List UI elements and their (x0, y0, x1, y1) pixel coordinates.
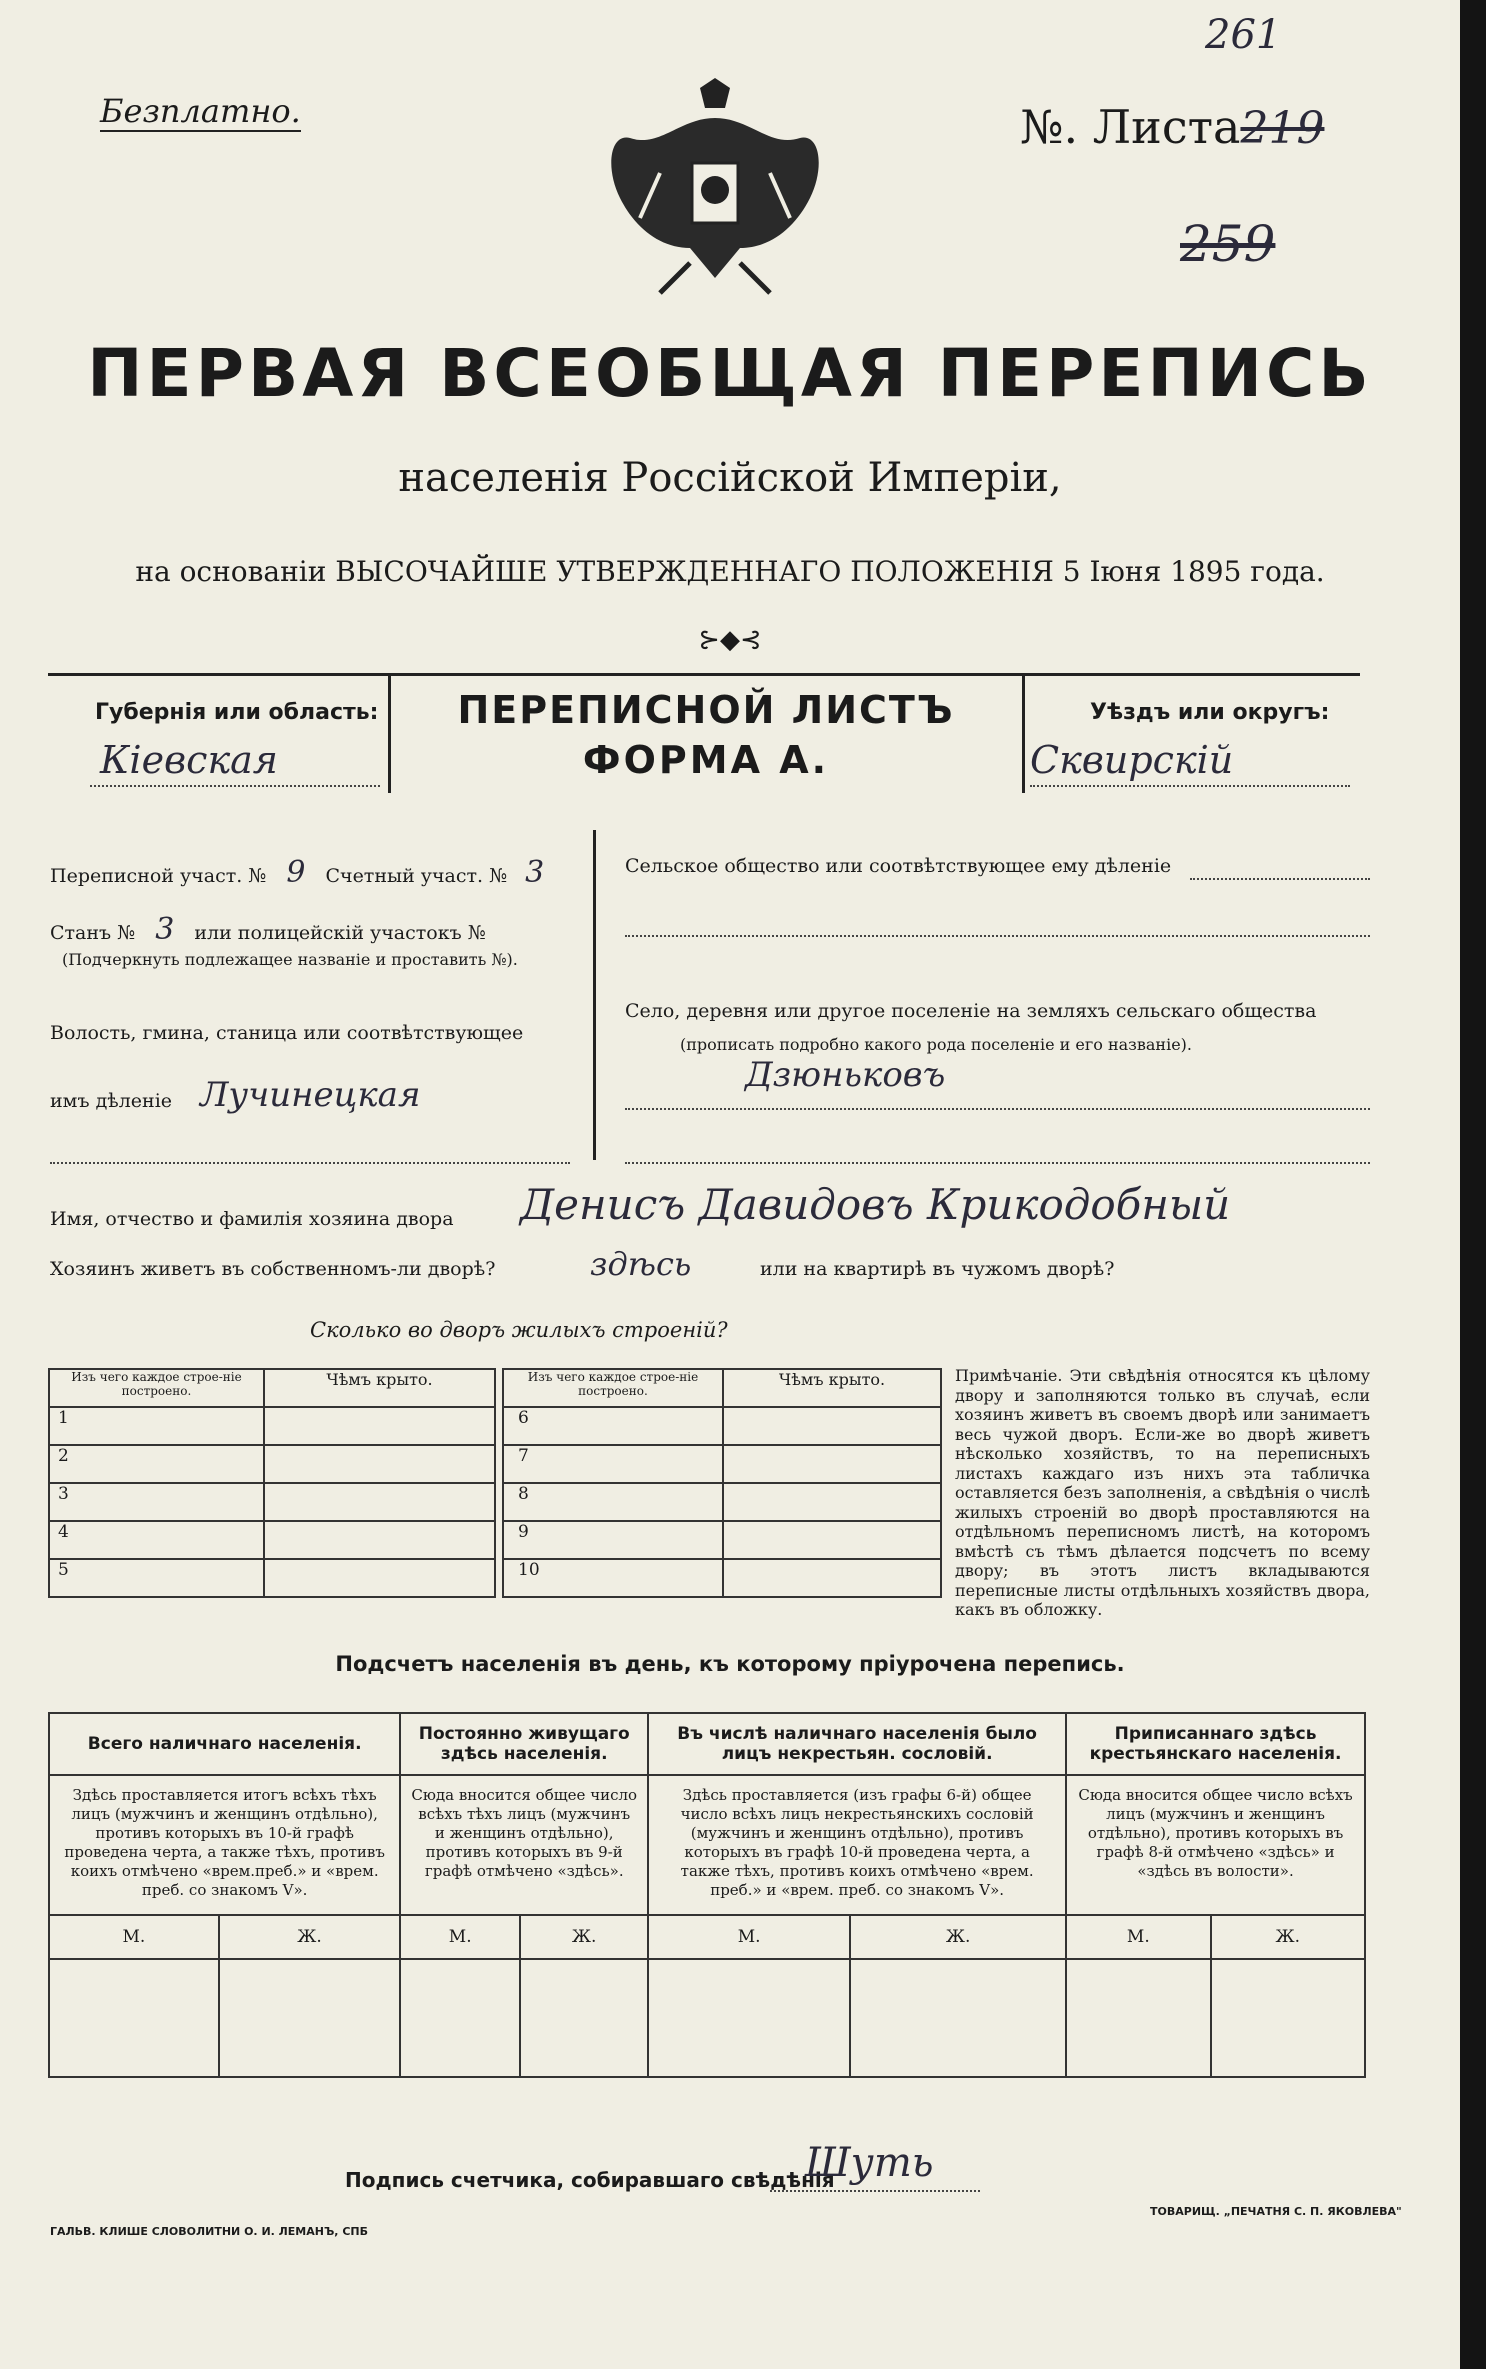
sheet-number (1020, 100, 1324, 154)
buildings-table-left (48, 1368, 496, 1598)
buildings-col-what: Изъ чего каждое строе-ніе построено. (503, 1369, 723, 1407)
footer-printer-right: ТОВАРИЩ. „ПЕЧАТНЯ С. П. ЯКОВЛЕВА" (1150, 2205, 1402, 2218)
buildings-question: Сколько во дворъ жилыхъ строеній? (310, 1318, 728, 1342)
village-value: Дзюньковъ (745, 1055, 946, 1095)
stan-label: Станъ № (50, 922, 136, 944)
signature-label: Подпись счетчика, собиравшаго свѣдѣнія (345, 2168, 835, 2192)
gubernia-value: Кіевская (100, 738, 278, 782)
village-label: Село, деревня или другое поселеніе на земляхъ сельскаго общества (625, 1000, 1317, 1022)
building-row-number: 7 (503, 1445, 723, 1483)
police-label: или полицейскій участокъ № (194, 922, 486, 944)
uchast-label: Переписной участ. № (50, 865, 267, 887)
building-row-roof (264, 1559, 495, 1597)
building-row-number: 5 (49, 1559, 264, 1597)
fields-divider (593, 830, 596, 1160)
owner-rent-label: или на квартирѣ въ чужомъ дворѣ? (760, 1258, 1115, 1280)
signature-value: Шуть (805, 2140, 934, 2186)
building-row-number: 2 (49, 1445, 264, 1483)
count-zh-header: Ж. (1211, 1915, 1365, 1959)
scan-edge (1460, 0, 1486, 2369)
society-line-2 (625, 935, 1370, 937)
buildings-table-right (502, 1368, 942, 1598)
footer-printer-left: ГАЛЬВ. КЛИШЕ СЛОВОЛИТНИ О. И. ЛЕМАНЪ, СПБ (50, 2225, 368, 2238)
count-desc-non-peasant: Здѣсь проставляется (изъ графы 6-й) общее число всѣхъ лицъ некрестьянскихъ сословій (мужчинъ и женщинъ отдѣльно), противъ которыхъ въ графѣ 10-й проведена черта, а также тѣхъ, противъ коихъ отмѣчено «врем. преб.» и «врем. преб. со знакомъ V». (648, 1775, 1066, 1915)
building-row-roof (723, 1407, 941, 1445)
sheet-number-new: 259 (1180, 215, 1276, 273)
free-label: Безплатно. (100, 92, 301, 130)
uchast-value: 9 (286, 855, 306, 890)
buildings-col-what: Изъ чего каждое строе-ніе построено. (49, 1369, 264, 1407)
stan-value: 3 (155, 912, 175, 947)
count-cell (520, 1959, 648, 2077)
underline-note: (Подчеркнуть подлежащее названіе и проставить №). (62, 950, 518, 969)
uezd-value: Сквирскій (1030, 738, 1234, 782)
sheet-number-label: №. Листа (1020, 100, 1241, 154)
count-zh-header: Ж. (850, 1915, 1066, 1959)
uezd-label: Уѣздъ или округъ: (1090, 700, 1330, 725)
legal-basis: на основаніи ВЫСОЧАЙШЕ УТВЕРЖДЕННАГО ПОЛОЖЕНІЯ 5 Іюня 1895 года. (135, 555, 1325, 588)
society-label: Сельское общество или соотвѣтствующее ему дѣленіе (625, 855, 1172, 877)
volost-value: Лучинецкая (200, 1075, 421, 1115)
count-zh-header: Ж. (219, 1915, 401, 1959)
society-line-1 (1190, 878, 1370, 880)
delenie-label: имъ дѣленіе (50, 1090, 173, 1112)
owner-name-label: Имя, отчество и фамилія хозяина двора (50, 1208, 454, 1230)
count-cell (1211, 1959, 1365, 2077)
count-head-present: Всего наличнаго населенія. (49, 1713, 400, 1775)
gubernia-label: Губернія или область: (95, 700, 379, 725)
building-row-roof (264, 1407, 495, 1445)
buildings-note: Примѣчаніе. Эти свѣдѣнія относятся къ цѣлому двору и заполняются только въ случаѣ, если хозяинъ живетъ въ своемъ дворѣ или занимаетъ весь чужой дворъ. Если-же во дворѣ живетъ нѣсколько хозяйствъ, то на переписныхъ листахъ каждаго изъ нихъ эта табличка оставляется безъ заполненія, а свѣдѣнія о числѣ жилыхъ строеній во дворѣ проставляются на отдѣльномъ переписномъ листѣ, на которомъ вмѣстѣ съ тѣмъ дѣлается подсчетъ по всему двору; въ этотъ листъ вкладываются переписные листы отдѣльныхъ хозяйствъ двора, какъ въ обложку. (955, 1366, 1370, 1619)
count-title: Подсчетъ населенія въ день, къ которому пріурочена перепись. (335, 1652, 1125, 1676)
count-m-header: М. (400, 1915, 520, 1959)
count-m-header: М. (648, 1915, 850, 1959)
building-row-roof (723, 1483, 941, 1521)
count-zh-header: Ж. (520, 1915, 648, 1959)
owner-lives-label: Хозяинъ живетъ въ собственномъ-ли дворѣ? (50, 1258, 496, 1280)
building-row-number: 8 (503, 1483, 723, 1521)
buildings-col-roof: Чѣмъ крыто. (264, 1369, 495, 1407)
count-head-non-peasant: Въ числѣ наличнаго населенія было лицъ некрестьян. сословій. (648, 1713, 1066, 1775)
schet-label: Счетный участ. № (325, 865, 508, 887)
uchast-row (50, 855, 544, 890)
count-cell (49, 1959, 219, 2077)
archive-number: 261 (1205, 12, 1282, 58)
schet-value: 3 (525, 855, 545, 890)
population-count-table (48, 1712, 1366, 2078)
count-desc-ascribed: Сюда вносится общее число всѣхъ лицъ (мужчинъ и женщинъ отдѣльно), противъ которыхъ въ графѣ 8-й отмѣчено «здѣсь» и «здѣсь въ волости». (1066, 1775, 1365, 1915)
building-row-roof (723, 1445, 941, 1483)
count-head-permanent: Постоянно живущаго здѣсь населенія. (400, 1713, 648, 1775)
count-m-header: М. (1066, 1915, 1210, 1959)
building-row-number: 9 (503, 1521, 723, 1559)
double-headed-eagle-emblem (600, 78, 830, 308)
count-desc-present: Здѣсь проставляется итогъ всѣхъ тѣхъ лицъ (мужчинъ и женщинъ отдѣльно), противъ которыхъ въ 10-й графѣ проведена черта, а также тѣхъ, противъ коихъ отмѣчено «врем.преб.» и «врем. преб. со знакомъ V». (49, 1775, 400, 1915)
stan-row (50, 912, 486, 947)
village-note: (прописать подробно какого рода поселеніе и его названіе). (680, 1035, 1192, 1054)
building-row-roof (723, 1521, 941, 1559)
count-cell (219, 1959, 401, 2077)
village-line-1 (625, 1108, 1370, 1110)
building-row-number: 3 (49, 1483, 264, 1521)
volost-line (50, 1162, 570, 1164)
count-cell (850, 1959, 1066, 2077)
sheet-number-crossed: 219 (1240, 103, 1325, 154)
owner-lives-value: здѣсь (590, 1245, 692, 1283)
building-row-number: 1 (49, 1407, 264, 1445)
count-cell (400, 1959, 520, 2077)
building-row-number: 6 (503, 1407, 723, 1445)
owner-name-value: Денисъ Давидовъ Крикодобный (520, 1180, 1231, 1229)
volost-label: Волость, гмина, станица или соотвѣтствующее (50, 1022, 524, 1044)
signature-line (770, 2190, 980, 2192)
document-subtitle: населенія Россійской Имперіи, (398, 455, 1062, 501)
form-subtitle: ФОРМА А. (582, 738, 830, 782)
gubernia-line (90, 785, 380, 787)
building-row-roof (264, 1445, 495, 1483)
form-title: ПЕРЕПИСНОЙ ЛИСТЪ (457, 688, 955, 732)
building-row-roof (723, 1559, 941, 1597)
count-cell (1066, 1959, 1210, 2077)
building-row-roof (264, 1483, 495, 1521)
count-head-ascribed: Приписаннаго здѣсь крестьянскаго населенія. (1066, 1713, 1365, 1775)
building-row-number: 4 (49, 1521, 264, 1559)
header-divider-right (1022, 673, 1025, 793)
buildings-col-roof: Чѣмъ крыто. (723, 1369, 941, 1407)
uezd-line (1030, 785, 1350, 787)
count-desc-permanent: Сюда вносится общее число всѣхъ тѣхъ лицъ (мужчинъ и женщинъ отдѣльно), противъ которыхъ въ 9-й графѣ отмѣчено «здѣсь». (400, 1775, 648, 1915)
ornament: ⊱◆⊰ (698, 625, 762, 655)
document-title: ПЕРВАЯ ВСЕОБЩАЯ ПЕРЕПИСЬ (87, 335, 1373, 412)
header-top-rule (48, 673, 1360, 676)
building-row-number: 10 (503, 1559, 723, 1597)
count-m-header: М. (49, 1915, 219, 1959)
count-cell (648, 1959, 850, 2077)
village-line-2 (625, 1162, 1370, 1164)
building-row-roof (264, 1521, 495, 1559)
